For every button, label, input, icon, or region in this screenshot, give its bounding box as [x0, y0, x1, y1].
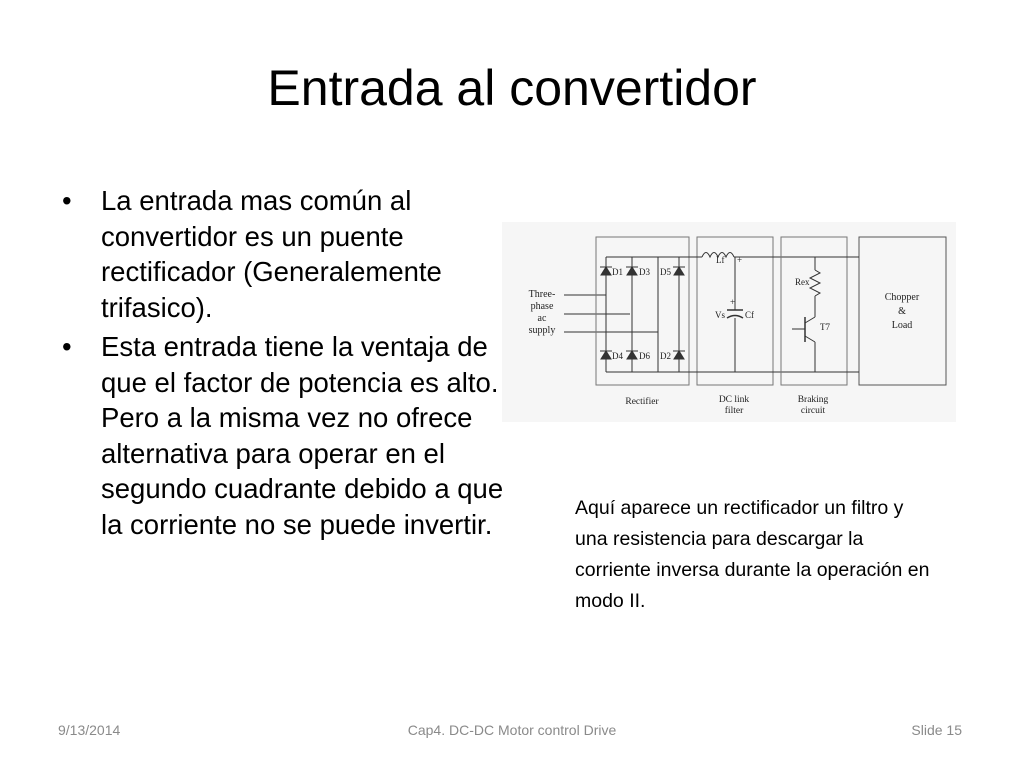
diode-d4: [600, 351, 612, 359]
slide-title: Entrada al convertidor: [267, 60, 757, 116]
bullet-text: Esta entrada tiene la ventaja de que el factor de potencia es alto. Pero a la misma vez no ofrece alternativa para operar en el segundo cuadrante debido a que la corriente no se puede invertir.: [101, 331, 504, 540]
footer-slide-number: Slide 15: [911, 722, 962, 738]
footer-title: Cap4. DC-DC Motor control Drive: [407, 722, 617, 738]
svg-text:&: &: [898, 306, 906, 317]
figure-caption: Aquí aparece un rectificador un filtro y una resistencia para descargar la corriente inversa durante la operación en modo II.: [575, 497, 930, 612]
svg-text:D3: D3: [639, 267, 650, 277]
transistor-icon: [792, 317, 815, 342]
svg-text:Cf: Cf: [745, 310, 754, 320]
svg-text:Rectifier: Rectifier: [625, 397, 659, 407]
bullet-text: La entrada mas común al convertidor es un puente rectificador (Generalemente trifasico).: [101, 185, 442, 323]
input-label: [529, 289, 556, 336]
svg-text:DC link: DC link: [718, 395, 750, 405]
svg-text:Braking: Braking: [797, 395, 829, 405]
resistor-icon: [810, 270, 820, 296]
svg-text:D4: D4: [612, 351, 623, 361]
diode-d5: [673, 267, 685, 275]
svg-text:D6: D6: [639, 351, 650, 361]
bullet-dot: •: [62, 331, 72, 362]
diode-d6: [626, 351, 638, 359]
braking-block: [781, 237, 847, 385]
circuit-diagram: [502, 222, 956, 422]
bullet-item: [58, 329, 508, 542]
svg-text:T7: T7: [820, 322, 830, 332]
rectifier-block: [596, 237, 689, 385]
svg-text:ac: ac: [537, 313, 547, 324]
diode-d1: [600, 267, 612, 275]
bullet-dot: •: [62, 185, 72, 216]
svg-text:Vs: Vs: [714, 310, 725, 320]
svg-text:D1: D1: [612, 267, 623, 277]
svg-text:Chopper: Chopper: [884, 292, 920, 303]
svg-text:supply: supply: [528, 325, 556, 336]
capacitor-icon: [727, 310, 743, 318]
chopper-load-label: [885, 292, 920, 331]
diode-d3: [626, 267, 638, 275]
svg-text:Three-: Three-: [528, 289, 556, 300]
svg-text:phase: phase: [530, 301, 554, 312]
svg-text:Load: Load: [891, 320, 913, 331]
block-labels: [625, 395, 828, 416]
diode-d2: [673, 351, 685, 359]
svg-text:D5: D5: [660, 267, 671, 277]
bullet-list: [58, 183, 508, 546]
bullet-item: [58, 183, 508, 325]
svg-text:Rex: Rex: [795, 277, 810, 287]
svg-text:Lf: Lf: [716, 255, 725, 265]
svg-text:circuit: circuit: [800, 406, 826, 416]
svg-text:D2: D2: [660, 351, 671, 361]
svg-text:filter: filter: [724, 406, 744, 416]
svg-text:+: +: [730, 297, 736, 307]
svg-text:+: +: [737, 255, 743, 265]
braking-labels: [795, 277, 830, 332]
footer-date: 9/13/2014: [58, 722, 121, 738]
